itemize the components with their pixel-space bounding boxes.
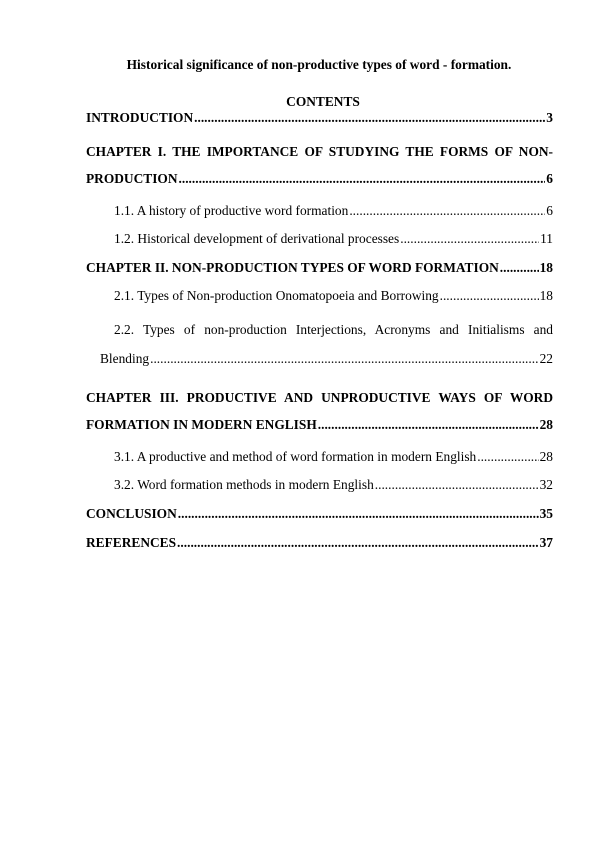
toc-entry[interactable]	[86, 534, 553, 552]
toc-entry[interactable]	[86, 202, 553, 220]
toc-page-number: 6	[546, 171, 553, 186]
toc-page-number: 6	[546, 203, 553, 218]
toc-entry[interactable]	[86, 476, 553, 494]
toc-dot-leader	[375, 476, 539, 494]
toc-dot-leader	[318, 411, 539, 438]
toc-page-number: 3	[546, 110, 553, 125]
toc-entry[interactable]	[86, 109, 553, 127]
toc-dot-leader	[194, 109, 545, 127]
toc-page-number: 28	[539, 449, 553, 464]
toc-entry-text: 1.1. A history of productive word formation	[114, 203, 349, 218]
toc-entry[interactable]	[86, 448, 553, 466]
toc-dot-leader	[500, 259, 539, 277]
toc-entry-text: INTRODUCTION	[86, 110, 194, 125]
toc-entry[interactable]	[86, 384, 553, 438]
toc-entry[interactable]	[86, 138, 553, 192]
toc-entry-text: REFERENCES	[86, 535, 177, 550]
toc-page-number: 28	[539, 417, 553, 432]
toc-dot-leader	[349, 202, 545, 220]
toc-entry-text: CHAPTER III. PRODUCTIVE AND UNPRODUCTIVE WAYS OF WORD	[86, 390, 553, 405]
toc-page-number: 32	[539, 477, 553, 492]
toc-entry-text: Blending	[100, 351, 150, 366]
toc-entry-text: CHAPTER II. NON-PRODUCTION TYPES OF WORD FORMATION	[86, 260, 499, 275]
toc-dot-leader	[400, 230, 539, 248]
toc-entry-text: FORMATION IN MODERN ENGLISH	[86, 417, 317, 432]
toc-dot-leader	[150, 344, 539, 373]
toc-page-number: 18	[539, 260, 553, 275]
toc-entry-text: 3.2. Word formation methods in modern English	[114, 477, 374, 492]
toc-entry-text: CHAPTER I. THE IMPORTANCE OF STUDYING THE FORMS OF NON-	[86, 144, 553, 159]
toc-entry[interactable]	[86, 287, 553, 305]
toc-entry-text: PRODUCTION	[86, 171, 178, 186]
contents-heading: CONTENTS	[286, 94, 360, 109]
document-title: Historical significance of non-productive types of word - formation.	[126, 57, 512, 72]
toc-page-number: 18	[539, 288, 553, 303]
toc-entry-text: 3.1. A productive and method of word formation in modern English	[114, 449, 477, 464]
toc-page-number: 22	[539, 351, 553, 366]
toc-entry-text: CONCLUSION	[86, 506, 177, 521]
toc-page-number: 35	[539, 506, 553, 521]
toc-dot-leader	[179, 165, 546, 192]
toc-entry[interactable]	[86, 230, 553, 248]
toc-page-number: 37	[539, 535, 553, 550]
toc-dot-leader	[178, 505, 539, 523]
toc-entry-text: 2.1. Types of Non-production Onomatopoeia and Borrowing	[114, 288, 439, 303]
table-of-contents	[86, 109, 553, 552]
toc-entry[interactable]	[86, 315, 553, 373]
toc-entry[interactable]	[86, 505, 553, 523]
toc-entry-text: 1.2. Historical development of derivational processes	[114, 231, 400, 246]
toc-dot-leader	[177, 534, 539, 552]
toc-entry[interactable]	[86, 259, 553, 277]
toc-dot-leader	[477, 448, 538, 466]
toc-dot-leader	[440, 287, 539, 305]
toc-page-number: 11	[540, 231, 553, 246]
toc-entry-text: 2.2. Types of non-production Interjections, Acronyms and Initialisms and	[114, 322, 553, 337]
